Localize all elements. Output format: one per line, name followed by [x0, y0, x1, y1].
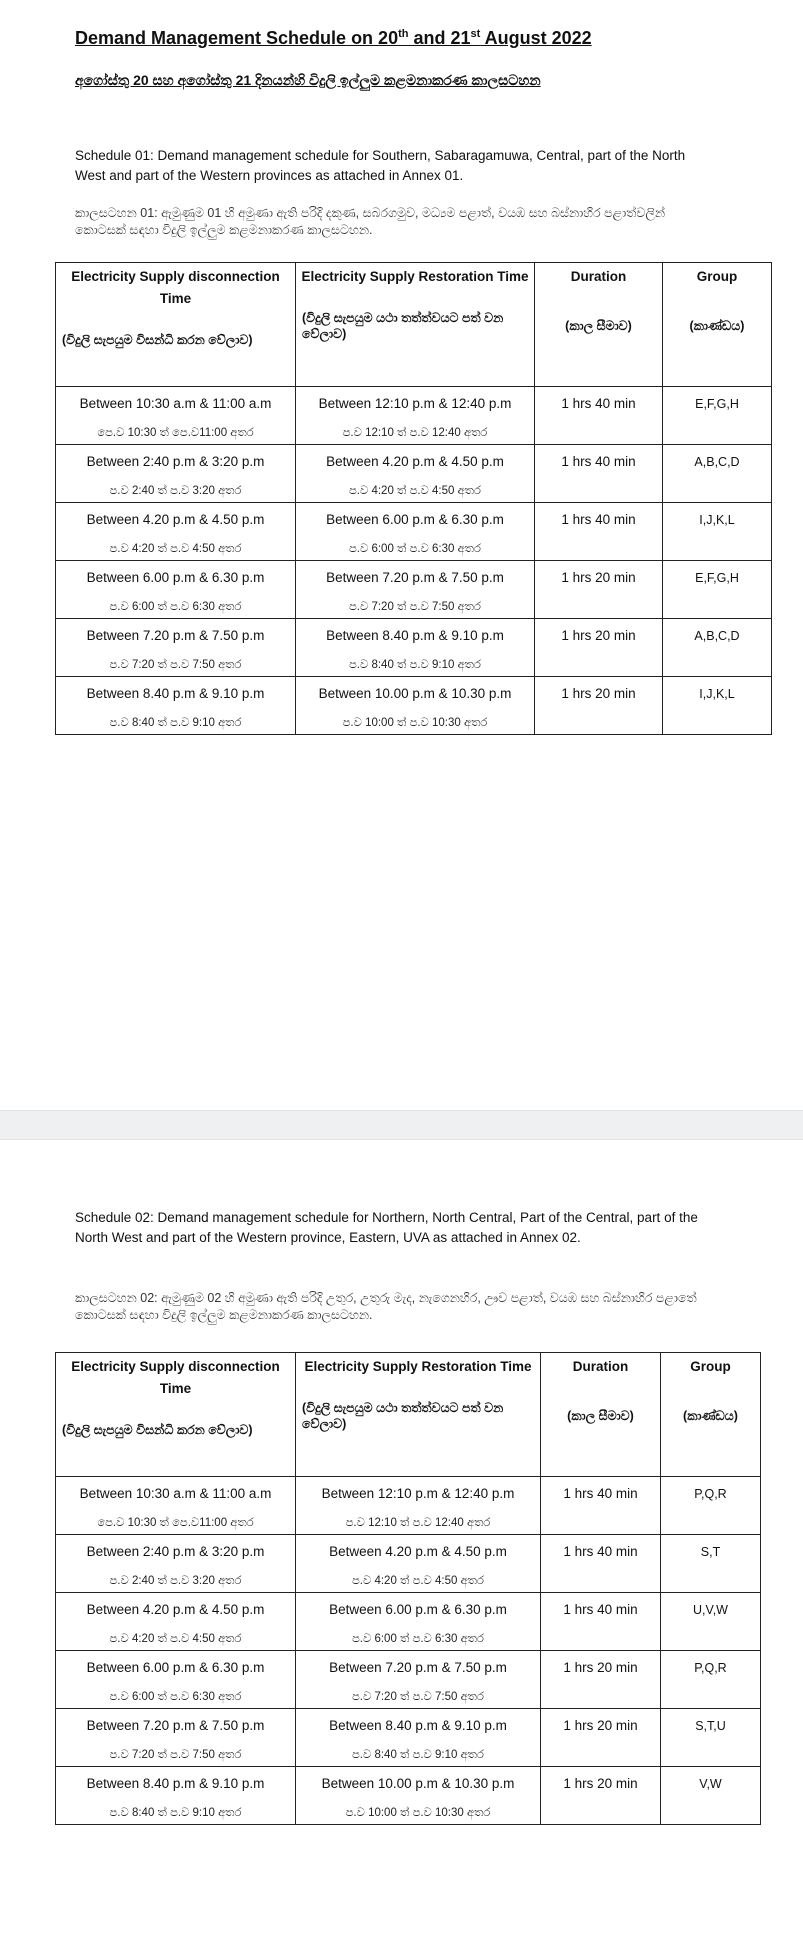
duration-cell — [541, 1593, 661, 1651]
header-duration — [541, 1353, 661, 1477]
group-cell — [661, 1767, 761, 1825]
group-value: P,Q,R — [694, 1661, 727, 1675]
group-value: I,J,K,L — [699, 687, 735, 701]
disconnection-time-si: ප.ව 4:20 ත් ප.ව 4:50 අතර — [109, 1633, 242, 1645]
duration-cell — [535, 677, 663, 735]
restoration-time-si: ප.ව 10:00 ත් ප.ව 10:30 අතර — [342, 717, 488, 729]
document-subtitle-si: අගෝස්තු 20 සහ අගෝස්තු 21 දිනයන්හි විදුලි ඉල්ලුම කළමනාකරණ කාලසටහන — [75, 72, 541, 88]
disconnection-time: Between 4.20 p.m & 4.50 p.m — [86, 1602, 265, 1617]
schedule2-table — [55, 1352, 761, 1825]
restoration-cell — [296, 387, 535, 445]
group-cell — [661, 1651, 761, 1709]
disconnection-cell — [56, 561, 296, 619]
duration-cell — [541, 1651, 661, 1709]
duration-cell — [535, 503, 663, 561]
restoration-time: Between 10.00 p.m & 10.30 p.m — [318, 686, 512, 701]
duration-value: 1 hrs 20 min — [561, 570, 636, 585]
group-cell — [661, 1535, 761, 1593]
duration-value: 1 hrs 20 min — [563, 1660, 638, 1675]
schedule2-intro: Schedule 02: Demand management schedule for Northern, North Central, Part of the Central, part of the North West and part of the Western province, Eastern, UVA as attached in Annex 02. — [75, 1210, 698, 1245]
duration-value: 1 hrs 40 min — [561, 512, 636, 527]
restoration-cell — [296, 619, 535, 677]
duration-cell — [535, 387, 663, 445]
disconnection-time-si: ප.ව 8:40 ත් ප.ව 9:10 අතර — [109, 1807, 242, 1819]
duration-value: 1 hrs 40 min — [563, 1544, 638, 1559]
disconnection-time: Between 2:40 p.m & 3:20 p.m — [86, 454, 265, 469]
restoration-time-si: ප.ව 4:20 ත් ප.ව 4:50 අතර — [349, 485, 481, 497]
restoration-time-si: ප.ව 6:00 ත් ප.ව 6:30 අතර — [352, 1633, 484, 1645]
restoration-time-si: ප.ව 12:10 ත් ප.ව 12:40 අතර — [342, 427, 488, 439]
group-value: E,F,G,H — [695, 397, 739, 411]
group-value: S,T — [700, 1545, 721, 1559]
header-disconnect-en: Electricity Supply disconnection Time — [71, 1359, 280, 1396]
group-cell — [663, 503, 772, 561]
header-group-en: Group — [696, 269, 738, 284]
table-row — [56, 503, 772, 561]
header-duration-si: (කාල සීමාව) — [565, 319, 632, 333]
restoration-time: Between 4.20 p.m & 4.50 p.m — [329, 1544, 507, 1559]
header-disconnect — [56, 1353, 296, 1477]
schedule1-intro-si: කාලසටහන 01: ඇමුණුම 01 හි අමුණා ඇති පරිදි දකුණ, සබරගමුව, මධ්‍යම පළාත්, වයඹ සහ බස්නාහිර පළාත්වලින් කොටසක් සඳහා විදුලි ඉල්ලුම කළමනාකරණ කාලසටහන. — [75, 206, 666, 237]
disconnection-time: Between 8.40 p.m & 9.10 p.m — [86, 1776, 265, 1791]
restoration-time-si: ප.ව 10:00 ත් ප.ව 10:30 අතර — [345, 1807, 491, 1819]
disconnection-time: Between 8.40 p.m & 9.10 p.m — [86, 686, 265, 701]
disconnection-time: Between 10:30 a.m & 11:00 a.m — [79, 1486, 272, 1501]
restoration-time-si: ප.ව 6:00 ත් ප.ව 6:30 අතර — [349, 543, 481, 555]
disconnection-cell — [56, 445, 296, 503]
title-part: and 21 — [408, 28, 471, 48]
restoration-time: Between 4.20 p.m & 4.50 p.m — [326, 454, 504, 469]
disconnection-time: Between 7.20 p.m & 7.50 p.m — [86, 1718, 265, 1733]
document-title — [75, 28, 592, 49]
group-value: A,B,C,D — [694, 629, 740, 643]
disconnection-time-si: ප.ව 7:20 ත් ප.ව 7:50 අතර — [109, 1749, 242, 1761]
header-disconnect — [56, 263, 296, 387]
header-group-en: Group — [690, 1359, 731, 1374]
title-part: August 2022 — [480, 28, 592, 48]
disconnection-time-si: ප.ව 4:20 ත් ප.ව 4:50 අතර — [109, 543, 242, 555]
restoration-time: Between 8.40 p.m & 9.10 p.m — [329, 1718, 507, 1733]
schedule2-intro-si: කාලසටහන 02: ඇමුණුම 02 හි අමුණා ඇති පරිදි උතුර, උතුරු මැද, නැගෙනහිර, ඌව පළාත්, වයඹ සහ බස්නාහිර පළාතේ කොටසක් සඳහා විදුලි ඉල්ලුම කළමනාකරණ කාලසටහන. — [75, 1291, 697, 1322]
table-row — [56, 1477, 761, 1535]
duration-value: 1 hrs 40 min — [563, 1486, 638, 1501]
disconnection-time: Between 4.20 p.m & 4.50 p.m — [86, 512, 265, 527]
table-row — [56, 1651, 761, 1709]
header-duration-en: Duration — [570, 269, 627, 284]
restoration-time-si: ප.ව 4:20 ත් ප.ව 4:50 අතර — [352, 1575, 484, 1587]
table-row — [56, 561, 772, 619]
disconnection-time-si: ප.ව 7:20 ත් ප.ව 7:50 අතර — [109, 659, 242, 671]
table-row — [56, 387, 772, 445]
table-row — [56, 1593, 761, 1651]
schedule1-intro: Schedule 01: Demand management schedule for Southern, Sabaragamuwa, Central, part of the North West and part of the Western provinces as attached in Annex 01. — [75, 148, 686, 183]
header-restore-en: Electricity Supply Restoration Time — [304, 1359, 532, 1374]
disconnection-time-si: ප.ව 6:00 ත් ප.ව 6:30 අතර — [109, 1691, 242, 1703]
table-row — [56, 1709, 761, 1767]
duration-cell — [535, 561, 663, 619]
restoration-time: Between 10.00 p.m & 10.30 p.m — [321, 1776, 515, 1791]
disconnection-time: Between 10:30 a.m & 11:00 a.m — [79, 396, 272, 411]
group-cell — [661, 1593, 761, 1651]
restoration-cell — [296, 1651, 541, 1709]
disconnection-time-si: පෙ.ව 10:30 ත් පෙ.ව11:00 අතර — [97, 1517, 254, 1529]
group-cell — [663, 677, 772, 735]
header-restore — [296, 263, 535, 387]
restoration-time-si: ප.ව 12:10 ත් ප.ව 12:40 අතර — [345, 1517, 491, 1529]
restoration-time-si: ප.ව 8:40 ත් ප.ව 9:10 අතර — [349, 659, 481, 671]
group-cell — [663, 561, 772, 619]
group-value: A,B,C,D — [694, 455, 740, 469]
restoration-cell — [296, 503, 535, 561]
schedule1-table — [55, 262, 772, 735]
title-part: Demand Management Schedule on 20 — [75, 28, 399, 48]
duration-value: 1 hrs 20 min — [561, 628, 636, 643]
group-cell — [663, 619, 772, 677]
disconnection-cell — [56, 1593, 296, 1651]
header-group-si: (කාණ්ඩය) — [689, 319, 745, 333]
header-group — [663, 263, 772, 387]
header-group-si: (කාණ්ඩය) — [683, 1409, 738, 1423]
restoration-time-si: ප.ව 7:20 ත් ප.ව 7:50 අතර — [352, 1691, 484, 1703]
header-disconnect-en: Electricity Supply disconnection Time — [71, 269, 280, 306]
duration-cell — [541, 1535, 661, 1593]
group-cell — [663, 445, 772, 503]
disconnection-cell — [56, 1767, 296, 1825]
duration-value: 1 hrs 40 min — [563, 1602, 638, 1617]
restoration-time: Between 7.20 p.m & 7.50 p.m — [326, 570, 504, 585]
title-sup: st — [470, 28, 481, 40]
restoration-cell — [296, 1709, 541, 1767]
disconnection-time-si: ප.ව 2:40 ත් ප.ව 3:20 අතර — [109, 485, 242, 497]
disconnection-time: Between 6.00 p.m & 6.30 p.m — [86, 570, 265, 585]
disconnection-time-si: ප.ව 6:00 ත් ප.ව 6:30 අතර — [109, 601, 242, 613]
restoration-cell — [296, 445, 535, 503]
group-cell — [661, 1477, 761, 1535]
group-value: P,Q,R — [694, 1487, 727, 1501]
duration-cell — [541, 1767, 661, 1825]
disconnection-cell — [56, 503, 296, 561]
duration-cell — [535, 445, 663, 503]
restoration-time: Between 7.20 p.m & 7.50 p.m — [329, 1660, 507, 1675]
group-value: S,T,U — [695, 1719, 726, 1733]
header-disconnect-si: (විදුලි සැපයුම විසන්ධි කරන වේලාව) — [62, 333, 253, 347]
disconnection-time-si: පෙ.ව 10:30 ත් පෙ.ව11:00 අතර — [97, 427, 254, 439]
duration-cell — [541, 1709, 661, 1767]
duration-cell — [535, 619, 663, 677]
restoration-time-si: ප.ව 8:40 ත් ප.ව 9:10 අතර — [352, 1749, 484, 1761]
document-page-2 — [0, 1140, 803, 1936]
restoration-time-si: ප.ව 7:20 ත් ප.ව 7:50 අතර — [349, 601, 481, 613]
disconnection-cell — [56, 1535, 296, 1593]
duration-value: 1 hrs 40 min — [561, 396, 636, 411]
disconnection-time: Between 7.20 p.m & 7.50 p.m — [86, 628, 265, 643]
duration-cell — [541, 1477, 661, 1535]
restoration-cell — [296, 1593, 541, 1651]
header-restore-si: (විදුලි සැපයුම යථා තත්ත්වයට පත් වන වේලාව) — [302, 1401, 504, 1431]
header-duration-si: (කාල සීමාව) — [567, 1409, 634, 1423]
table-row — [56, 677, 772, 735]
disconnection-cell — [56, 387, 296, 445]
restoration-time: Between 6.00 p.m & 6.30 p.m — [326, 512, 504, 527]
restoration-cell — [296, 1535, 541, 1593]
disconnection-time-si: ප.ව 2:40 ත් ප.ව 3:20 අතර — [109, 1575, 242, 1587]
group-cell — [663, 387, 772, 445]
table-row — [56, 445, 772, 503]
table-row — [56, 619, 772, 677]
disconnection-cell — [56, 1477, 296, 1535]
duration-value: 1 hrs 40 min — [561, 454, 636, 469]
duration-value: 1 hrs 20 min — [563, 1718, 638, 1733]
group-value: I,J,K,L — [699, 513, 735, 527]
header-restore-en: Electricity Supply Restoration Time — [301, 269, 529, 284]
disconnection-time: Between 2:40 p.m & 3:20 p.m — [86, 1544, 265, 1559]
group-cell — [661, 1709, 761, 1767]
restoration-time: Between 12:10 p.m & 12:40 p.m — [318, 396, 512, 411]
page-separator — [0, 1110, 803, 1140]
title-sup: th — [398, 28, 409, 40]
table-header-row — [56, 1353, 761, 1477]
header-duration-en: Duration — [572, 1359, 629, 1374]
header-restore-si: (විදුලි සැපයුම යථා තත්ත්වයට පත් වන වේලාව) — [302, 311, 504, 341]
header-disconnect-si: (විදුලි සැපයුම විසන්ධි කරන වේලාව) — [62, 1423, 253, 1437]
disconnection-cell — [56, 1651, 296, 1709]
restoration-cell — [296, 1477, 541, 1535]
disconnection-cell — [56, 677, 296, 735]
header-restore — [296, 1353, 541, 1477]
disconnection-cell — [56, 1709, 296, 1767]
table-row — [56, 1535, 761, 1593]
table-row — [56, 1767, 761, 1825]
header-duration — [535, 263, 663, 387]
restoration-cell — [296, 677, 535, 735]
restoration-cell — [296, 561, 535, 619]
group-value: U,V,W — [693, 1603, 728, 1617]
header-group — [661, 1353, 761, 1477]
restoration-cell — [296, 1767, 541, 1825]
group-value: E,F,G,H — [695, 571, 739, 585]
table-header-row — [56, 263, 772, 387]
disconnection-cell — [56, 619, 296, 677]
restoration-time: Between 6.00 p.m & 6.30 p.m — [329, 1602, 507, 1617]
disconnection-time: Between 6.00 p.m & 6.30 p.m — [86, 1660, 265, 1675]
group-value: V,W — [699, 1777, 722, 1791]
restoration-time: Between 8.40 p.m & 9.10 p.m — [326, 628, 504, 643]
restoration-time: Between 12:10 p.m & 12:40 p.m — [321, 1486, 515, 1501]
duration-value: 1 hrs 20 min — [563, 1776, 638, 1791]
duration-value: 1 hrs 20 min — [561, 686, 636, 701]
disconnection-time-si: ප.ව 8:40 ත් ප.ව 9:10 අතර — [109, 717, 242, 729]
